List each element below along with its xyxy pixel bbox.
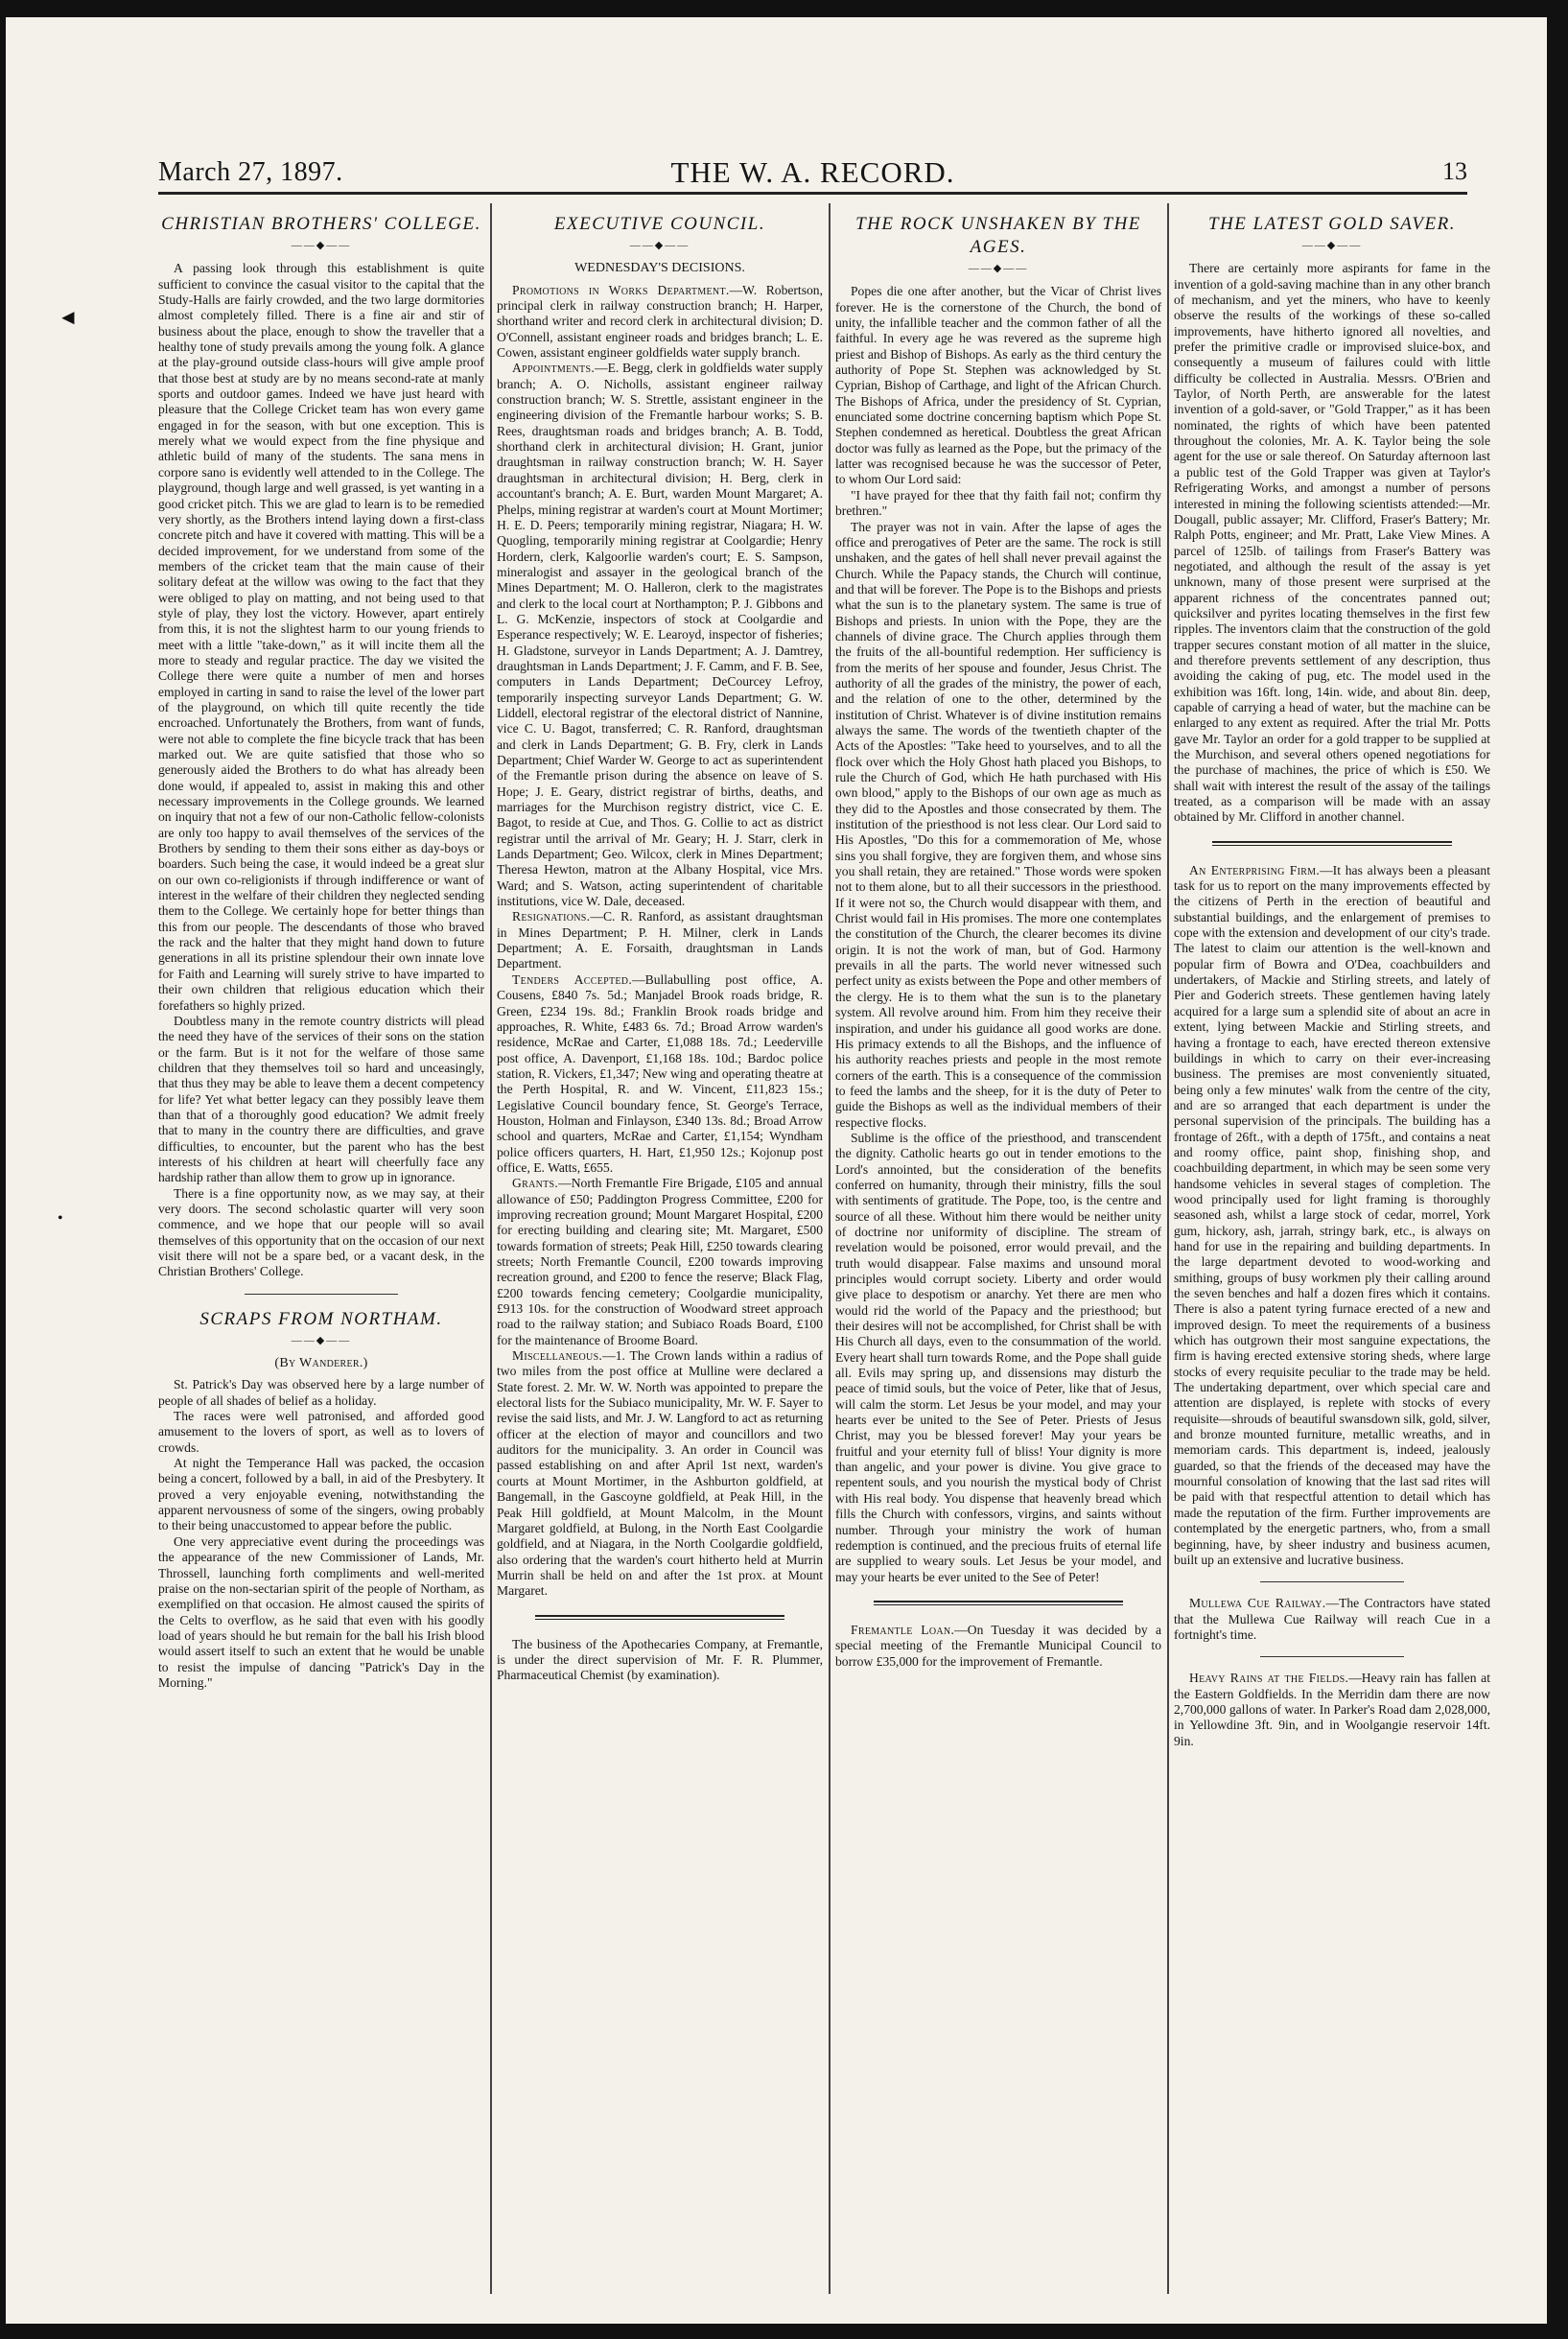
- article-paragraph: [497, 972, 823, 1176]
- paragraph-lead: Heavy Rains at the Fields.: [1189, 1671, 1349, 1686]
- separator: [535, 1615, 784, 1620]
- article-title: THE LATEST GOLD SAVER.: [1208, 214, 1456, 234]
- article-paragraph: Popes die one after another, but the Vicar of Christ lives forever. He is the cornerstone of the Church, the bond of unity, the infallible teacher and the common father of all the faithful. In every age he was revered as the supreme high priest and Bishop of Bishops. As early as the third century the authority of Pope St. Stephen was acknowledged by St. Cyprian, Bishop of Carthage, and light of the African Church. The Bishops of Africa, under the presidency of St. Cyprian, enunciated some doctrine concerning baptism which Pope St. Stephen condemned as heretical. Doubtless the great African doctor was fully as learned as the Pope, but the primacy of the latter was recognised because he was the successor of Peter, to whom Our Lord said:: [835, 284, 1161, 487]
- ornament: ——◆——: [291, 240, 352, 251]
- separator: [245, 1294, 398, 1295]
- paragraph-lead: An Enterprising Firm.: [1189, 862, 1321, 877]
- article-paragraph: [497, 283, 823, 362]
- article-paragraph: "I have prayed for thee that thy faith fail not; confirm thy brethren.": [835, 487, 1161, 519]
- margin-mark-arrow-icon: ◄: [58, 305, 79, 329]
- article-paragraph: Doubtless many in the remote country districts will plead the need they have of the services of their sons on the station or the farm. But is it not for the welfare of those same children that they themselves toil so hard and unceasingly, that thus they may be able to leave them a decent competency for life? Yet what better legacy can they possibly leave them than that of a thoroughly good education? We admit freely that to many in the country there are difficulties, and grave difficulties, to encounter, but the parent who has the best interests of his children at heart will cheerfully face any hardship rather than allow them to grow up in ignorance.: [158, 1013, 484, 1185]
- separator: [1212, 841, 1452, 846]
- paragraph-lead: Mullewa Cue Railway.: [1189, 1596, 1326, 1611]
- paragraph-body: —1. The Crown lands within a radius of two miles from the post office at Mulline were declared a State forest. 2. Mr. W. W. North was appointed to prepare the electoral lists for the Subiaco municipality, Mr. W. F. Sayer to revise the said lists, and Mr. J. W. Langford to act as returning officer at the election of mayor and councillors and two auditors for the municipality. 3. An order in Council was passed establishing on and after April 1st next, warden's courts at Mount Mortimer, in the Ashburton goldfield, at Bangemall, in the Gascoyne goldfield, at Peak Hill, in the Peak Hill goldfield, at Mount Malcolm, in the Mount Margaret goldfield, at Bulong, in the North East Coolgardie goldfield, and at Niagara, in the North Coolgardie goldfield, also ordering that the warden's court hitherto held at Murrin Murrin shall be held on and after the 1st prox. at Mount Margaret.: [497, 1348, 823, 1599]
- header-rule: [158, 192, 1467, 195]
- margin-mark-icon: •: [58, 1210, 63, 1227]
- article-paragraph: St. Patrick's Day was observed here by a large number of people of all shades of belief as a holiday.: [158, 1377, 484, 1408]
- column-4: [1174, 203, 1490, 2294]
- article-paragraph: The business of the Apothecaries Company, at Fremantle, is under the direct supervision of Mr. F. R. Plummer, Pharmaceutical Chemist (by examination).: [497, 1636, 823, 1683]
- article-paragraph: The prayer was not in vain. After the lapse of ages the office and prerogatives of Peter are the same. The rock is still unshaken, and the gates of hell shall never prevail against the Church. While the Papacy stands, the Church will continue, and that will be forever. The Pope is to the Bishops and priests what the sun is to the planetary system. The same is true of Bishops and priests. In union with the Pope, they are the channels of divine grace. The Church applies through them the fruits of the all-bountiful redemption. Her sufficiency is from the merits of her spouse and founder, Jesus Christ. The authority of all the grades of the ministry, the power of each, and the relation of one to the other, determined by the institution of Christ. Whatever is of divine institution remains always the same. The words of the twentieth chapter of the Acts of the Apostles: "Take heed to yourselves, and to all the flock over which the Holy Ghost hath placed you Bishops, to rule the Church of God, which He hath purchased with His own blood," apply to the Bishops of our own age as much as they did to the Apostles and those consecrated by them. The institution of the priesthood is not less clear. Our Lord said to His Apostles, "Do this for a commemoration of Me, whose sins you shall forgive, they are forgiven them, and whose sins you shall retain, they are retained." Those words were spoken not to them alone, but to all their successors in the priesthood. If it were not so, the Church would disappear with them, and Christ would fail in His promises. The more one contemplates the constitution of the Church, the clearer becomes its divine origin. It is not the work of man, but of God. Harmony prevails in all the parts. The world never witnessed such perfect unity as exists between the Pope and other members of the clergy. He is to them what the sun is to the planetary system. All revolve around him. From him they receive their inspiration, and under his guidance all good works are done. His primacy extends to all the Bishops, and the influence of his authority reaches priests and people in the most remote corners of the earth. This is a consequence of the commission to feed the lambs and the sheep, for it is the duty of Peter to guide the Bishops as well as the individual members of their respective flocks.: [835, 519, 1161, 1130]
- paragraph-lead: Fremantle Loan.: [851, 1622, 955, 1637]
- column-divider: [490, 203, 492, 2294]
- article-paragraph: There is a fine opportunity now, as we may say, at their very doors. The second scholastic quarter will very soon commence, and we hope that our people will so avail themselves of this opportunity that on the occasion of our next visit there will not be a spare bed, or a vacant desk, in the Christian Brothers' College.: [158, 1185, 484, 1279]
- column-divider: [829, 203, 831, 2294]
- byline: (By Wanderer.): [274, 1356, 368, 1371]
- separator: [1260, 1656, 1404, 1657]
- column-2: [497, 203, 823, 2294]
- column-3: [835, 203, 1161, 2294]
- ornament: ——◆——: [968, 263, 1029, 274]
- article-paragraph: Sublime is the office of the priesthood, and transcendent the dignity. Catholic hearts go out in tender emotions to the Lord's annointed, but the consideration of the benefits conferred on humanity, through their ministry, fills the soul with sentiments of gratitude. The Pope, too, is the centre and source of all these. Without him there would be neither unity of doctrine nor uniformity of discipline. The stream of revelation would be poisoned, error would prevail, and the truth would disappear. False maxims and unsound moral principles would corrupt society. Liberty and order would give place to despotism or anarchy. Yet there are men who would rid the world of the Papacy and the priesthood; but their desires will not be accomplished, for Christ shall be with His Church all days, even to the consummation of the world. Every heart shall turn towards Rome, and the Pope shall guide all. Evils may spring up, and dissensions may disturb the peace of timid souls, but the voice of Peter, like that of Jesus, will calm the storm. Let Jesus be your model, and may your hearts ever be united to the See of Peter. Priests of Jesus Christ, may you be blessed forever! May your years be fruitful and your eternity full of bliss! Your dignity is more than angelic, and your power is divine. You give grace to repentent souls, and you nourish the mystical body of Christ with His real body. You dispense that heavenly bread which fills the Church with confessors, virgins, and saints without number. Through your ministry the work of human redemption is continued, and the precious fruits of eternal life are supplied to weary souls. Let Jesus be your model, and may your hearts be ever united to the See of Peter!: [835, 1130, 1161, 1584]
- paragraph-body: —W. Robertson, principal clerk in railway construction branch; H. Harper, shorthand writer and record clerk in architectural division; D. O'Connell, assistant engineer roads and bridges branch; L. E. Cowen, assistant engineer goldfields water supply branch.: [497, 282, 823, 361]
- ornament: ——◆——: [1301, 240, 1363, 251]
- article-title: EXECUTIVE COUNCIL.: [553, 214, 766, 234]
- article-paragraph: [1174, 1671, 1490, 1749]
- column-1: [158, 203, 484, 2294]
- ornament: ——◆——: [291, 1334, 352, 1346]
- article-paragraph: [835, 1623, 1161, 1670]
- scan-border-left: [0, 0, 6, 2339]
- masthead: THE W. A. RECORD.: [670, 155, 955, 189]
- article-subtitle: WEDNESDAY'S DECISIONS.: [574, 261, 745, 276]
- article-paragraph: [497, 1348, 823, 1600]
- paragraph-lead: Grants.: [512, 1176, 559, 1191]
- article-title: CHRISTIAN BROTHERS' COLLEGE.: [161, 214, 481, 234]
- paragraph-body: —E. Begg, clerk in goldfields water supply branch; A. O. Nicholls, assistant engineer railway construction branch; W. S. Strettle, assistant engineer in the engineering division of the Fremantle harbour works; S. B. Rees, draughtsman roads and bridges branch; A. B. Todd, shorthand clerk in architectural division; H. Grant, junior draughtsman in railway construction branch; W. H. Sayer draughtsman in architectural division; H. Berg, clerk in accountant's branch; A. E. Burt, warden Mount Margaret; A. Phelps, mining registrar at warden's court at Mount Mortimer; H. E. D. Peers; temporarily mining registrar, Niagara; H. W. Quogling, temporarily mining registrar at Coolgardie; Henry Hordern, clerk, Kalgoorlie warden's court; E. S. Sampson, mineralogist and assayer in the geological branch of the Mines Department; M. O. Halleron, clerk to the magistrates and clerk to the local court at Northampton; P. J. Gibbons and L. G. McKenzie, inspectors of stock at Coolgardie and Esperance respectively; W. E. Learoyd, inspector of fisheries; H. Gladstone, surveyor in Lands Department; A. J. Damtrey, draughtsman in Lands Department; J. F. Camm, and F. B. See, computers in Lands Department; DeCourcey Lefroy, temporarily inspecting surveyor Lands Department; G. W. Liddell, electoral registrar of the electoral district of Nannine, vice C. U. Bagot, transferred; C. R. Ranford, draughtsman and clerk in Lands Department; G. B. Fry, clerk in Lands Department; Chief Warder W. George to act as superintendent of the Fremantle prison during the absence on leave of S. Hope; J. E. Geary, district registrar of births, deaths, and marriages for the Murchison registry district, vice C. E. Bagot, to reside at Cue, and Thos. G. Collie to act as district registrar until the arrival of Mr. Geary; H. J. Starr, clerk in Lands Department; Geo. Wilcox, clerk in Mines Department; Theresa Hewton, matron at the Albany Hospital, vice Mrs. Ward; and S. Watson, acting superintendent of charitable institutions, vice W. Dale, deceased.: [497, 361, 823, 909]
- article-paragraph: There are certainly more aspirants for fame in the invention of a gold-saving machine than in any other branch of mechanism, and yet the miners, who have to keenly observe the results of the workings of these so-called improvements, have hitherto ignored all novelties, and prefer the primitive cradle or improvised sluice-box, and consequently a museum of failures could with little difficulty be collected in Australia. Messrs. O'Brien and Taylor, of North Perth, are answerable for the latest invention of a gold-saver, or "Gold Trapper," as it has been nominated, the rights of which have been patented throughout the colonies, Mr. A. K. Taylor being the sole agent for the use or sale thereof. On Saturday afternoon last a public test of the Gold Trapper was given at Taylor's Refrigerating Works, and amongst a number of persons interested in mining the following scientists attended:—Mr. Dougall, public assayer; Mr. Clifford, Fraser's Battery; Mr. Ralph Potts, engineer; and Mr. Pratt, Lake View Mines. A parcel of 125lb. of tailings from Fraser's Battery was negotiated, and although the result of the assay is yet unknown, many of those present were surprised at the apparent richness of the concentrates panned out; quicksilver and pyrites locating themselves in the first few ripples. The inventors claim that the construction of the gold trapper secures constant motion of all matter in the sluice, and therefore prevents settlement of any description, thus avoiding the caking of pug, etc. The model used in the exhibition was 16ft. long, 14in. wide, and about 8in. deep, capable of carrying a head of water, but the machine can be enlarged to any extent as required. After the trial Mr. Potts gave Mr. Taylor an order for a gold trapper to be supplied at the Murchison, and several others opened negotiations for the purchase of machines, the price of which is £50. We shall wait with interest the result of the assay of the tailings treated, as a comparison will be made with an assay obtained by Mr. Clifford in another channel.: [1174, 261, 1490, 825]
- article-paragraph: A passing look through this establishment is quite sufficient to convince the casual visitor to the capital that the Study-Halls are fairly crowded, and the two large dormitories almost completely filled. There is a fine air and stir of business about the place, enough to show the traveller that a healthy tone of study prevails among the young folk. A glance at the play-ground outside class-hours will give ample proof that those best at study are by no means second-rate at manly sports and outdoor games. Indeed we have just heard with pleasure that the College Cricket team has won every game engaged in for the season, with but one exception. This is merely what we would expect from the fine physique and athletic build of many of the students. The sana mens in corpore sano is evidently well attended to in the College. The playground, though large and well grassed, is yet wanting in a good cricket pitch. This we are glad to learn is to be remedied very shortly, as the Brothers intend laying down a first-class concrete pitch and have it covered with matting. This will be a decided improvement, for we understand from some of the members of the cricket team that the main cause of their solitary defeat at the willow was owing to the fact that they were obliged to play on matting, and not being used to that style of play, they lost the victory. However, apart entirely from this, it is not the slightest harm to our young friends to meet with a little "take-down," as it will incite them all the more to steady and regular practice. The day we visited the College there were quite a number of men and horses employed in carting in sand to raise the level of the lower part of the playground, on which till quite recently the tide encroached. Unfortunately the Brothers, from want of funds, were not able to complete the fine bicycle track that has been marked out. We are quite satisfied that those who so generously aided the Brothers to do what has already been done would, if appealed to, assist in making this and other necessary improvements in the College grounds. We learned on inquiry that not a few of our non-Catholic fellow-colonists are only too happy to avail themselves of the services of the Brothers by sending to them their sons either as day-boys or boarders. Such being the case, it would indeed be a great slur on our own co-religionists if through indifference or want of interest in the welfare of their children they neglected sending them to the College. We certainly hope for better things than this from our people. The descendants of those who braved the rack and the halter that they might hand down to future generations in all its pristine splendour their own innate love for Faith and Learning will surely strive to have imparted to their own children that religious education which their forefathers so highly prized.: [158, 261, 484, 1013]
- article-paragraph: [497, 909, 823, 971]
- scan-border-top: [0, 0, 1568, 17]
- paragraph-lead: Miscellaneous.: [512, 1348, 603, 1364]
- column-divider: [1167, 203, 1169, 2294]
- paragraph-body: —North Fremantle Fire Brigade, £105 and annual allowance of £50; Paddington Progress Committee, £200 for improving recreation ground; Mount Margaret Hospital, £200 for erecting building and clearing site; Mt. Margaret, £500 towards formation of streets; Peak Hill, £250 towards clearing streets; North Fremantle Council, £200 towards improving recreation ground, and £200 to fence the reserve; Black Flag, £200 towards fencing cemetery; Coolgardie municipality, £913 10s. for the construction of Woodward street approach road to the railway station; and Subiaco Roads Board, £100 for the maintenance of Broome Board.: [497, 1176, 823, 1347]
- paragraph-lead: Appointments.: [512, 361, 596, 376]
- article-title: SCRAPS FROM NORTHAM.: [199, 1308, 443, 1329]
- paragraph-lead: Tenders Accepted.: [512, 971, 633, 987]
- article-title: THE ROCK UNSHAKEN BY THE AGES.: [855, 214, 1141, 257]
- scan-border-right: [1547, 0, 1568, 2339]
- article-paragraph: At night the Temperance Hall was packed, the occasion being a concert, followed by a ball, in aid of the Presbytery. It proved a very enjoyable evening, notwithstanding the apparent nervousness of some of the singers, owing probably to their being unaccustomed to appear before the public.: [158, 1456, 484, 1533]
- paragraph-body: —Bullabulling post office, A. Cousens, £840 7s. 5d.; Manjadel Brook roads bridge, R. Green, £234 19s. 8d.; Franklin Brook roads bridge and approaches, R. White, £483 6s. 7d.; Broad Arrow warden's residence, McRae and Carter, £1,088 18s. 7d.; Leederville post office, A. Davenport, £1,168 18s. 10d.; Bardoc police station, R. Vickers, £1,347; New wing and operating theatre at the Perth Hospital, R. and W. Vincent, £11,823 15s.; Legislative Council boundary fence, St. George's Terrace, Houston, Holman and Finlayson, £340 13s. 8d.; Broad Arrow school and quarters, McRae and Carter, £1,154; Wyndham police officers quarters, H. Hart, £1,950 12s.; Kojonup post office, E. Watts, £655.: [497, 971, 823, 1175]
- article-paragraph: [497, 361, 823, 909]
- ornament: ——◆——: [629, 240, 690, 251]
- article-paragraph: [1174, 863, 1490, 1568]
- scan-border-bottom: [0, 2324, 1568, 2339]
- separator: [1260, 1581, 1404, 1582]
- paragraph-body: —C. R. Ranford, as assistant draughtsman in Mines Department; P. H. Milner, clerk in Lands Department; A. E. Forsaith, draughtsman in Lands Department.: [497, 909, 823, 971]
- paragraph-body: —Heavy rain has fallen at the Eastern Goldfields. In the Merridin dam there are now 2,700,000 gallons of water. In Parker's Road dam 2,028,000, in Yellowdine 3ft. 9in, and in Woolgangie reservoir 14ft. 9in.: [1174, 1671, 1490, 1748]
- paragraph-body: —It has always been a pleasant task for us to report on the many improvements effected by the citizens of Perth in the erection of beautiful and substantial buildings, and the enlargement of premises to cope with the extension and development of our city's trade. The latest to claim our attention is the well-known and popular firm of Bowra and O'Dea, coachbuilders and undertakers, of Mackie and Stirling streets, and lately of Pier and Goderich streets. These gentlemen having lately acquired for a large sum a splendid site of about an acre in extent, lying between Mackie and Stirling streets, and having a frontage to each, have erected thereon extensive buildings in which to carry on their ever-increasing business. The premises are most conveniently situated, being only a few minutes' walk from the centre of the city, and are so arranged that each department is under the personal supervision of the principals. The building has a frontage of 26ft., with a depth of 175ft., and contains a neat and roomy office, paint shop, finishing shop, and coachbuilding department, in which may be seen some very handsome vehicles in several stages of completion. The wood principally used for light framing is thoroughly seasoned ash, whilst a large stock of cedar, morrel, York gum, hickory, ash, jarrah, stringy bark, etc., is always on hand for use in the repairing and building departments. In the large department devoted to wood-working and smithing, groups of busy workmen ply their calling around the seven benches and half a dozen fires which it contains. There is also a patent tyring furnace erected of a new and improved design. To meet the requirements of a business which has outgrown their most sanguine expectations, the firm is having erected extensive storing sheds, where large stocks of every requisite peculiar to the trade may be held. The undertaking department, over which special care and attention are displayed, is replete with stocks of every requisite—shrouds of beautiful swansdown silk, gold, silver, and bronze mounted furniture, metallic wreaths, and in memoriam cards. This department is, indeed, jealously guarded, so that the friends of the deceased may have the mournful consolation of knowing that the last sad rites will be paid with that respectful attention to detail which has made the reputation of the firm. Further improvements are contemplated by the energetic partners, who, from a small beginning, have, by sheer industry and business acumen, built up an extensive and lucrative business.: [1174, 862, 1490, 1567]
- page-number: 13: [1442, 157, 1467, 185]
- article-paragraph: [1174, 1596, 1490, 1643]
- separator: [874, 1601, 1123, 1605]
- issue-date: March 27, 1897.: [158, 157, 343, 187]
- article-paragraph: One very appreciative event during the proceedings was the appearance of the new Commissioner of Lands, Mr. Throssell, launching forth compliments and well-merited praise on the non-sectarian spirit of the people of Northam, as exemplified on that occasion. He almost caused the spirits of the Celts to overflow, as he said that even with his goodly load of years should he but remain for the ball his Irish blood would assert itself to such an extent that he would be unable to resist the impulse of dancing "Patrick's Day in the Morning.": [158, 1533, 484, 1690]
- paragraph-body: —On Tuesday it was decided by a special meeting of the Fremantle Municipal Council to borrow £35,000 for the improvement of Fremantle.: [835, 1622, 1161, 1669]
- paragraph-body: —The Contractors have stated that the Mullewa Cue Railway will reach Cue in a fortnight's time.: [1174, 1596, 1490, 1642]
- paragraph-lead: Promotions in Works Department.: [512, 282, 730, 297]
- paragraph-lead: Resignations.: [512, 909, 591, 924]
- page-header: [158, 153, 1467, 192]
- article-paragraph: The races were well patronised, and afforded good amusement to the lovers of sport, as well as to lovers of crowds.: [158, 1409, 484, 1455]
- article-paragraph: [497, 1176, 823, 1348]
